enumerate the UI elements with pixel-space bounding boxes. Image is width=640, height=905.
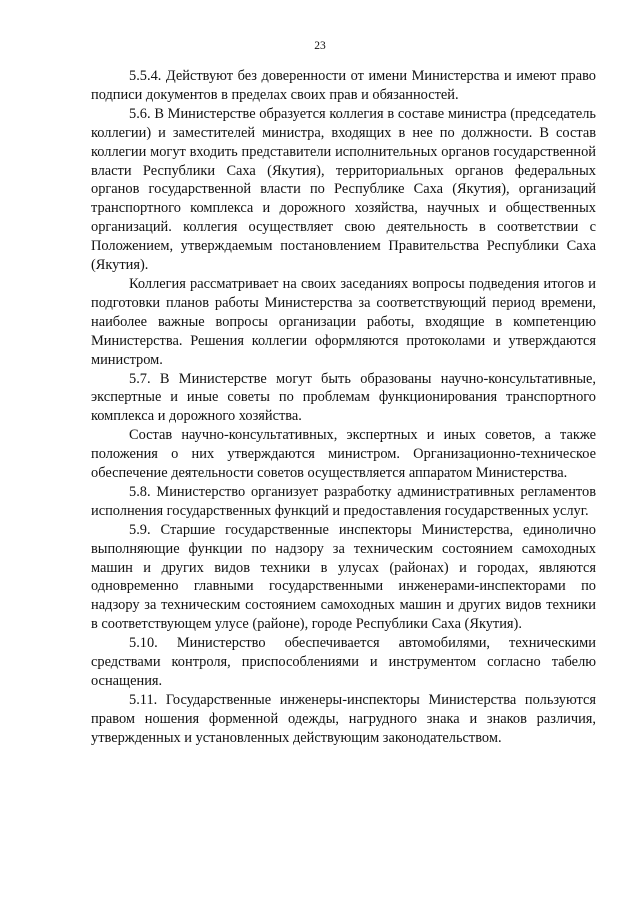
paragraph-5-5-4: 5.5.4. Действуют без доверенности от имени Министерства и имеют право подписи документов в пределах своих прав и обязанностей. (91, 68, 596, 103)
paragraph-collegium-review: Коллегия рассматривает на своих заседаниях вопросы подведения итогов и подготовки планов работы Министерства за соответствующий период времени, наиболее важные вопросы организации работы, входящие в компетенцию Министерства. Решения коллегии оформляются протоколами и утверждаются министром. (91, 275, 596, 368)
document-body (91, 67, 596, 748)
paragraph-councils-composition: Состав научно-консультативных, экспертных и иных советов, а также положения о них утверждаются министром. Организационно-техническое обеспечение деятельности советов осуществляется аппаратом Министерства. (91, 427, 596, 482)
paragraph-5-10: 5.10. Министерство обеспечивается автомобилями, техническими средствами контроля, приспособлениями и инструментом согласно табелю оснащения. (91, 635, 596, 689)
paragraph-5-6: 5.6. В Министерстве образуется коллегия в составе министра (председатель коллегии) и заместителей министра, входящих в нее по должности. В состав коллегии могут входить представители исполнительных органов государственной власти Республики Саха (Якутия), территориальных органов федеральных органов государственной власти по Республике Саха (Якутия), организаций транспортного комплекса и дорожного хозяйства, научных и общественных организаций. коллегия осуществляет свою деятельность в соответствии с Положением, утверждаемым постановлением Правительства Республики Саха (Якутия). (91, 105, 596, 274)
paragraph-5-9: 5.9. Старшие государственные инспекторы Министерства, единолично выполняющие функции по надзору за техническим состоянием самоходных машин и других видов техники в улусах (районах) и городах, являются одновременно главными государственными инженерами-инспекторами по надзору за техническим состоянием самоходных машин и других видов техники в соответствующем улусе (районе), городе Республики Саха (Якутия). (91, 521, 596, 633)
page-number: 23 (314, 40, 326, 52)
paragraph-5-11: 5.11. Государственные инженеры-инспекторы Министерства пользуются правом ношения форменной одежды, нагрудного знака и знаков различия, утвержденных и установленных действующим законодательством. (91, 691, 596, 746)
paragraph-5-7: 5.7. В Министерстве могут быть образованы научно-консультативные, экспертные и иные советы по проблемам функционирования транспортного комплекса и дорожного хозяйства. (91, 370, 596, 425)
paragraph-5-8: 5.8. Министерство организует разработку административных регламентов исполнения государственных функций и предоставления государственных услуг. (91, 483, 596, 519)
